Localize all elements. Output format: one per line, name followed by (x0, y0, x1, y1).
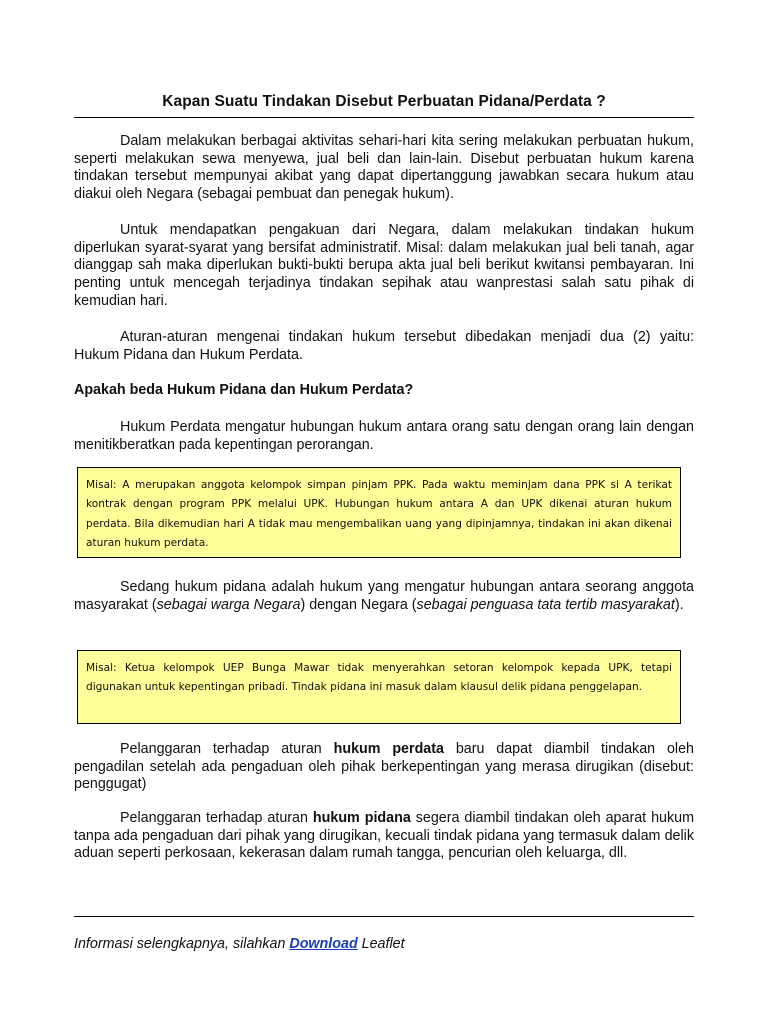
text-run: Pelanggaran terhadap aturan (120, 741, 334, 757)
text-run: ) dengan Negara ( (300, 596, 417, 613)
footer-divider (74, 916, 694, 917)
bold-text: hukum perdata (333, 741, 444, 757)
text-run: Sedang hukum pidana adalah hukum yang mengatur hubungan antara seorang anggota masyarakat ( (74, 579, 694, 613)
paragraph-administrative: Untuk mendapatkan pengakuan dari Negara, dalam melakukan tindakan hukum diperlukan syarat-syarat yang bersifat administratif. Misal: dalam melakukan jual beli tanah, agar dianggap sah maka diperlukan bukti-bukti berupa akta jual beli berikut kwitansi pembayaran. Ini penting untuk mencegah terjadinya tindakan sepihak atau wanprestasi salah satu pihak di kemudian hari. (74, 222, 694, 309)
italic-text: sebagai warga Negara (156, 596, 301, 613)
paragraph-hukum-perdata: Hukum Perdata mengatur hubungan hukum antara orang satu dengan orang lain dengan menitikberatkan pada kepentingan perorangan. (74, 419, 694, 453)
paragraph-pelanggaran-pidana (74, 810, 694, 863)
paragraph-hukum-pidana (74, 579, 694, 614)
paragraph-pelanggaran-perdata (74, 741, 694, 794)
bold-text: hukum pidana (312, 810, 411, 826)
page-title: Kapan Suatu Tindakan Disebut Perbuatan Pidana/Perdata ? (162, 93, 606, 110)
paragraph-two-types: Aturan-aturan mengenai tindakan hukum tersebut dibedakan menjadi dua (2) yaitu: Hukum Pidana dan Hukum Perdata. (74, 329, 694, 363)
pidana-example-box: Misal: Ketua kelompok UEP Bunga Mawar tidak menyerahkan setoran kelompok kepada UPK, tetapi digunakan untuk kepentingan pribadi. Tindak pidana ini masuk dalam klausul delik pidana penggelapan. (77, 650, 681, 724)
italic-text: sebagai penguasa tata tertib masyarakat (416, 596, 675, 613)
perdata-example-box: Misal: A merupakan anggota kelompok simpan pinjam PPK. Pada waktu meminjam dana PPK si A terikat kontrak dengan program PPK melalui UPK. Hubungan hukum antara A dan UPK dikenai aturan hukum perdata. Bila dikemudian hari A tidak mau mengembalikan uang yang dipinjamnya, tindakan ini akan dikenai aturan hukum perdata. (77, 467, 681, 558)
footer-prefix: Informasi selengkapnya, silahkan (74, 936, 290, 952)
download-link[interactable]: Download (289, 936, 358, 952)
paragraph-intro: Dalam melakukan berbagai aktivitas sehari-hari kita sering melakukan perbuatan hukum, seperti melakukan sewa menyewa, jual beli dan lain-lain. Disebut perbuatan hukum karena tindakan tersebut mempunyai akibat yang dapat dipertanggung jawabkan secara hukum atau diakui oleh Negara (sebagai pembuat dan penegak hukum). (74, 133, 694, 203)
text-run: segera diambil tindakan oleh aparat hukum tanpa ada pengaduan dari pihak yang dirugikan, kecuali tindak pidana yang termasuk dalam delik aduan seperti perkosaan, kekerasan dalam rumah tangga, pencurian oleh keluarga, dll. (74, 810, 695, 862)
text-run: ). (674, 596, 684, 613)
footer-note (74, 936, 405, 952)
section-heading: Apakah beda Hukum Pidana dan Hukum Perdata? (74, 382, 414, 398)
footer-suffix: Leaflet (357, 936, 405, 952)
text-run: Pelanggaran terhadap aturan (120, 810, 313, 826)
title-underline (74, 117, 694, 118)
text-run: baru dapat diambil tindakan oleh pengadilan setelah ada pengaduan oleh pihak berkepentingan yang merasa dirugikan (disebut: penggugat) (74, 741, 694, 793)
